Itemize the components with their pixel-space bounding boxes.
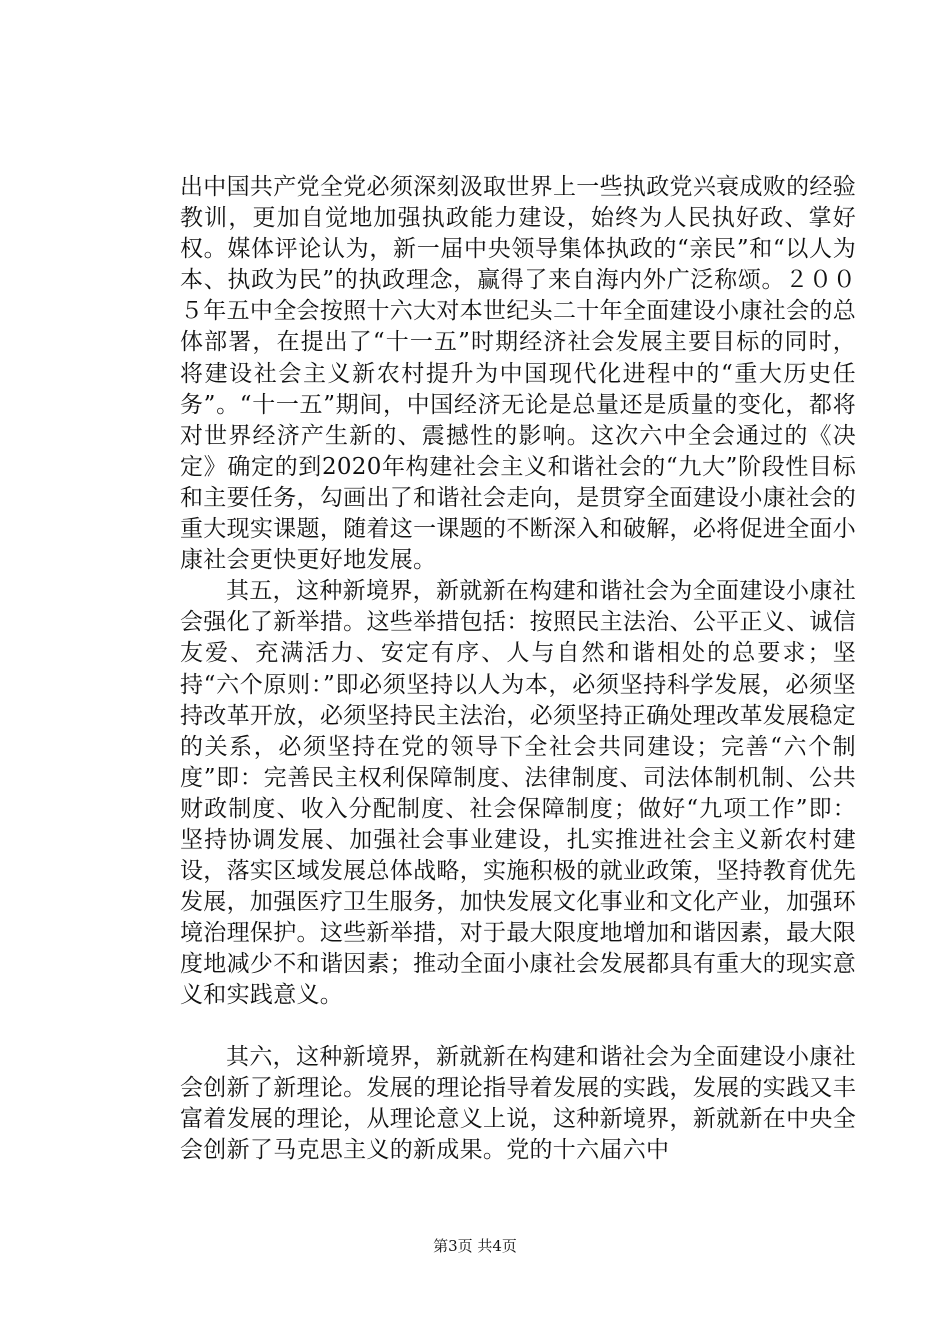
document-body xyxy=(180,172,856,1166)
page-footer: 第3页 共4页 xyxy=(433,1237,517,1255)
paragraph-continuation: 出中国共产党全党必须深刻汲取世界上一些执政党兴衰成败的经验教训，更加自觉地加强执政能力建设，始终为人民执好政、掌好权。媒体评论认为，新一届中央领导集体执政的“亲民”和“以人为本、执政为民”的执政理念，赢得了来自海内外广泛称颂。２００５年五中全会按照十六大对本世纪头二十年全面建设小康社会的总体部署，在提出了“十一五”时期经济社会发展主要目标的同时，将建设社会主义新农村提升为中国现代化进程中的“重大历史任务”。“十一五”期间，中国经济无论是总量还是质量的变化，都将对世界经济产生新的、震撼性的影响。这次六中全会通过的《决定》确定的到2020年构建社会主义和谐社会的“九大”阶段性目标和主要任务，勾画出了和谐社会走向，是贯穿全面建设小康社会的重大现实课题，随着这一课题的不断深入和破解，必将促进全面小康社会更快更好地发展。 xyxy=(180,174,856,574)
paragraph-point-six: 其六，这种新境界，新就新在构建和谐社会为全面建设小康社会创新了新理论。发展的理论指导着发展的实践，发展的实践又丰富着发展的理论，从理论意义上说，这种新境界，新就新在中央全会创新了马克思主义的新成果。党的十六届六中 xyxy=(180,1043,856,1163)
paragraph-point-five: 其五，这种新境界，新就新在构建和谐社会为全面建设小康社会强化了新举措。这些举措包括：按照民主法治、公平正义、诚信友爱、充满活力、安定有序、人与自然和谐相处的总要求；坚持“六个原则：”即必须坚持以人为本，必须坚持科学发展，必须坚持改革开放，必须坚持民主法治，必须坚持正确处理改革发展稳定的关系，必须坚持在党的领导下全社会共同建设；完善“六个制度”即：完善民主权利保障制度、法律制度、司法体制机制、公共财政制度、收入分配制度、社会保障制度；做好“九项工作”即：坚持协调发展、加强社会事业建设，扎实推进社会主义新农村建设，落实区域发展总体战略，实施积极的就业政策，坚持教育优先发展，加强医疗卫生服务，加快发展文化事业和文化产业，加强环境治理保护。这些新举措，对于最大限度地增加和谐因素，最大限度地减少不和谐因素；推动全面小康社会发展都具有重大的现实意义和实践意义。 xyxy=(180,578,856,1009)
